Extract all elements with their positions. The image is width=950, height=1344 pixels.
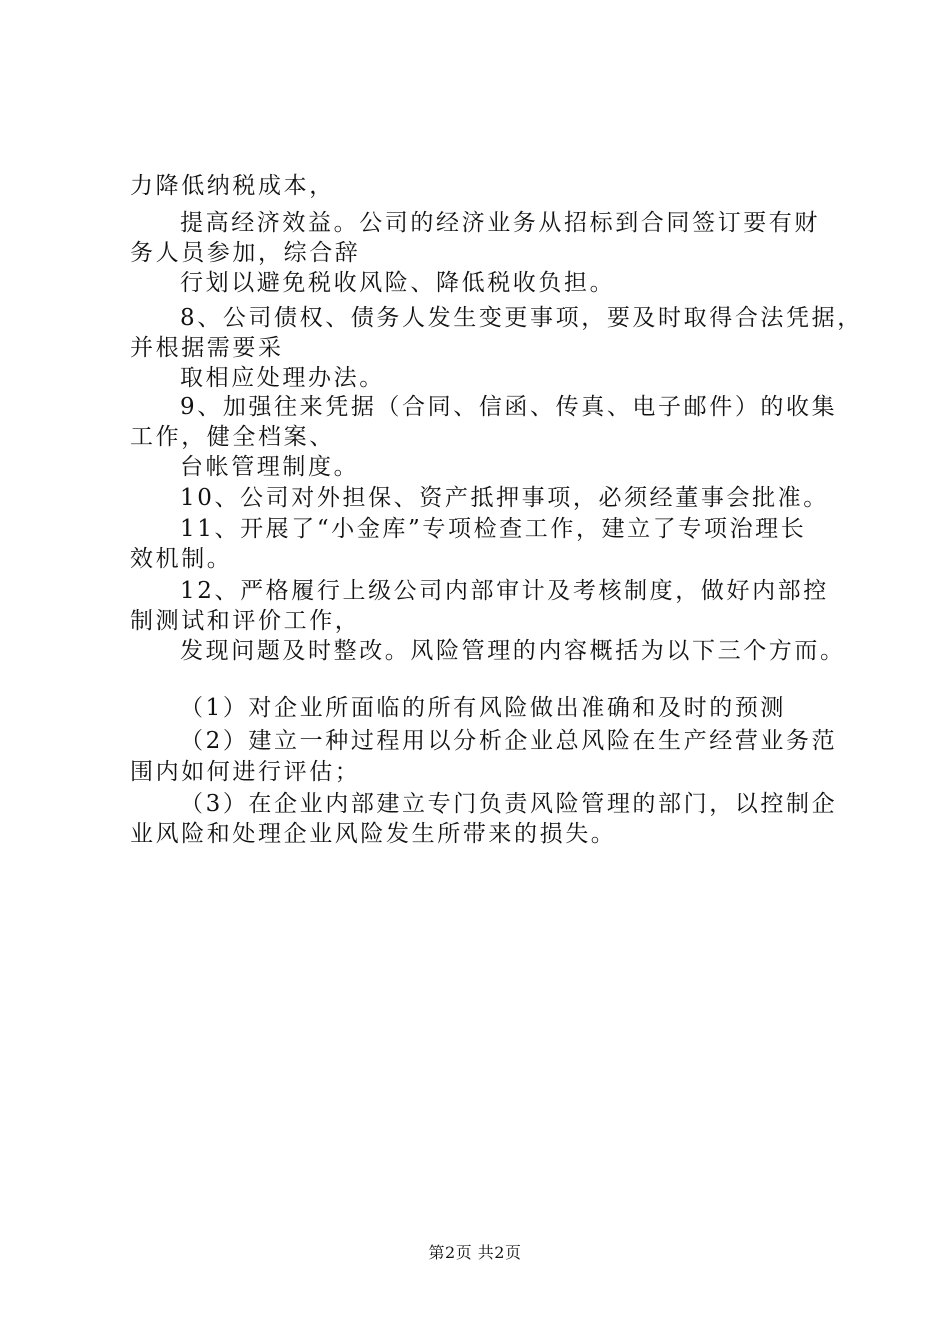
text-line: 11、开展了“小金库”专项检查工作，建立了专项治理长 xyxy=(180,516,807,542)
text-line: 围内如何进行评估； xyxy=(130,759,361,785)
text-line: （3）在企业内部建立专门负责风险管理的部门，以控制企 xyxy=(180,791,838,817)
text-line: 制测试和评价工作， xyxy=(130,608,361,634)
page-footer: 第2页 共2页 xyxy=(428,1243,522,1262)
text-line: 10、公司对外担保、资产抵押事项，必须经董事会批准。 xyxy=(180,485,829,511)
text-line: 业风险和处理企业风险发生所带来的损失。 xyxy=(130,821,617,847)
text-line: 并根据需要采 xyxy=(130,335,284,361)
text-line: 取相应处理办法。 xyxy=(180,365,385,391)
text-line: 工作，健全档案、 xyxy=(130,424,335,450)
text-line: 提高经济效益。公司的经济业务从招标到合同签订要有财 xyxy=(180,210,820,236)
text-line: （1）对企业所面临的所有风险做出准确和及时的预测 xyxy=(180,695,787,721)
text-line: （2）建立一种过程用以分析企业总风险在生产经营业务范 xyxy=(180,728,838,754)
text-line: 9、加强往来凭据（合同、信函、传真、电子邮件）的收集 xyxy=(180,394,838,420)
text-line: 效机制。 xyxy=(130,546,233,572)
text-line: 12、严格履行上级公司内部审计及考核制度，做好内部控 xyxy=(180,578,829,604)
text-line: 8、公司债权、债务人发生变更事项，要及时取得合法凭据， xyxy=(180,305,863,331)
text-line: 台帐管理制度。 xyxy=(180,454,360,480)
text-line: 发现问题及时整改。风险管理的内容概括为以下三个方而。 xyxy=(180,638,846,664)
text-line: 行划以避免税收风险、降低税收负担。 xyxy=(180,270,616,296)
text-line: 务人员参加，综合辞 xyxy=(130,240,361,266)
text-line: 力降低纳税成本， xyxy=(130,173,335,199)
